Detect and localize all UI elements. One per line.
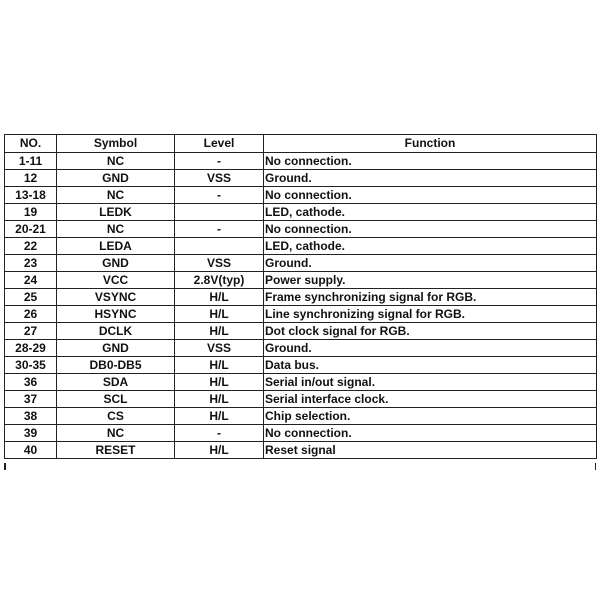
level-cell: H/L [175, 391, 264, 408]
table-row [5, 357, 597, 374]
level-cell: VSS [175, 255, 264, 272]
table-row [5, 340, 597, 357]
symbol-cell: LEDA [57, 238, 175, 255]
symbol-cell: GND [57, 255, 175, 272]
function-cell: Ground. [264, 340, 597, 357]
function-cell: Line synchronizing signal for RGB. [264, 306, 597, 323]
level-cell [175, 238, 264, 255]
function-cell: Chip selection. [264, 408, 597, 425]
table-body [5, 153, 597, 459]
header-level: Level [175, 135, 264, 153]
pin-number-cell: 20-21 [5, 221, 57, 238]
pin-number-cell: 24 [5, 272, 57, 289]
symbol-cell: RESET [57, 442, 175, 459]
level-cell: H/L [175, 408, 264, 425]
table-row [5, 374, 597, 391]
pin-assignment-table [4, 134, 597, 459]
function-cell: Serial in/out signal. [264, 374, 597, 391]
symbol-cell: NC [57, 221, 175, 238]
table-row [5, 425, 597, 442]
symbol-cell: NC [57, 187, 175, 204]
pin-number-cell: 36 [5, 374, 57, 391]
pin-number-cell: 38 [5, 408, 57, 425]
function-cell: Power supply. [264, 272, 597, 289]
level-cell: VSS [175, 170, 264, 187]
level-cell: - [175, 221, 264, 238]
header-symbol: Symbol [57, 135, 175, 153]
level-cell: VSS [175, 340, 264, 357]
table-header-row [5, 135, 597, 153]
header-function: Function [264, 135, 597, 153]
level-cell: H/L [175, 323, 264, 340]
pin-number-cell: 1-11 [5, 153, 57, 170]
pin-number-cell: 19 [5, 204, 57, 221]
symbol-cell: GND [57, 340, 175, 357]
level-cell: - [175, 153, 264, 170]
level-cell: H/L [175, 442, 264, 459]
symbol-cell: DB0-DB5 [57, 357, 175, 374]
table-border-stub-right [595, 463, 597, 470]
symbol-cell: LEDK [57, 204, 175, 221]
table-row [5, 187, 597, 204]
function-cell: Ground. [264, 255, 597, 272]
pin-number-cell: 26 [5, 306, 57, 323]
level-cell: H/L [175, 357, 264, 374]
table-row [5, 442, 597, 459]
table-row [5, 408, 597, 425]
table-row [5, 289, 597, 306]
symbol-cell: VCC [57, 272, 175, 289]
pin-number-cell: 22 [5, 238, 57, 255]
table-row [5, 153, 597, 170]
pin-number-cell: 30-35 [5, 357, 57, 374]
table-row [5, 204, 597, 221]
level-cell: 2.8V(typ) [175, 272, 264, 289]
function-cell: Frame synchronizing signal for RGB. [264, 289, 597, 306]
function-cell: LED, cathode. [264, 204, 597, 221]
level-cell: - [175, 425, 264, 442]
table-row [5, 306, 597, 323]
pin-number-cell: 28-29 [5, 340, 57, 357]
pin-number-cell: 40 [5, 442, 57, 459]
pin-number-cell: 37 [5, 391, 57, 408]
function-cell: Ground. [264, 170, 597, 187]
symbol-cell: NC [57, 153, 175, 170]
symbol-cell: DCLK [57, 323, 175, 340]
symbol-cell: SDA [57, 374, 175, 391]
symbol-cell: NC [57, 425, 175, 442]
header-no: NO. [5, 135, 57, 153]
table-row [5, 255, 597, 272]
pin-number-cell: 39 [5, 425, 57, 442]
level-cell: H/L [175, 289, 264, 306]
level-cell: - [175, 187, 264, 204]
table-row [5, 221, 597, 238]
level-cell: H/L [175, 374, 264, 391]
function-cell: Data bus. [264, 357, 597, 374]
table-row [5, 391, 597, 408]
function-cell: No connection. [264, 425, 597, 442]
pin-number-cell: 13-18 [5, 187, 57, 204]
table-border-stub-left [4, 463, 6, 470]
function-cell: LED, cathode. [264, 238, 597, 255]
symbol-cell: CS [57, 408, 175, 425]
level-cell [175, 204, 264, 221]
table-row [5, 238, 597, 255]
function-cell: Reset signal [264, 442, 597, 459]
level-cell: H/L [175, 306, 264, 323]
pin-number-cell: 12 [5, 170, 57, 187]
table-row [5, 323, 597, 340]
pin-number-cell: 23 [5, 255, 57, 272]
function-cell: No connection. [264, 221, 597, 238]
table-row [5, 272, 597, 289]
symbol-cell: VSYNC [57, 289, 175, 306]
function-cell: Dot clock signal for RGB. [264, 323, 597, 340]
symbol-cell: SCL [57, 391, 175, 408]
function-cell: Serial interface clock. [264, 391, 597, 408]
table-row [5, 170, 597, 187]
function-cell: No connection. [264, 153, 597, 170]
symbol-cell: GND [57, 170, 175, 187]
pin-number-cell: 27 [5, 323, 57, 340]
symbol-cell: HSYNC [57, 306, 175, 323]
function-cell: No connection. [264, 187, 597, 204]
pin-number-cell: 25 [5, 289, 57, 306]
